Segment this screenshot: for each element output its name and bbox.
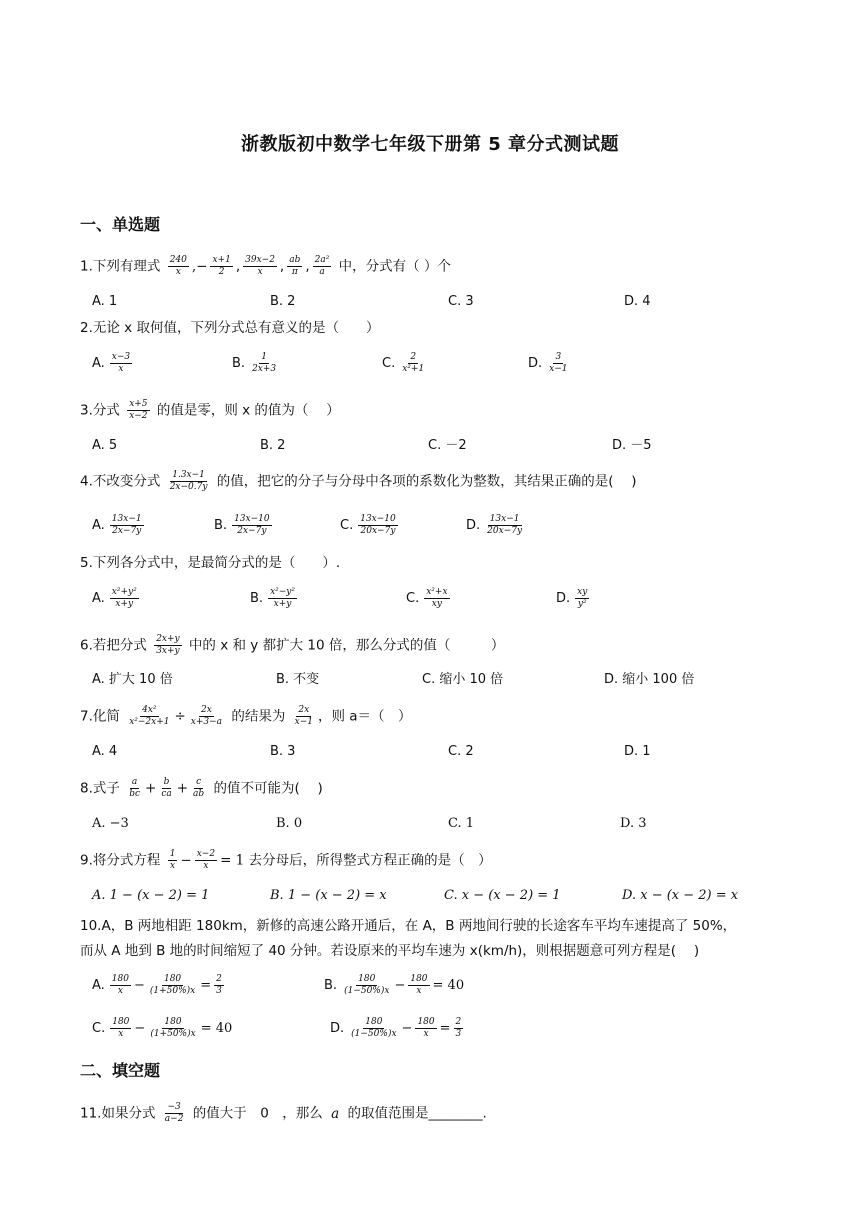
- fraction: $\frac{240}{x}$: [169, 255, 187, 277]
- fraction: $\frac{3}{x-1}$: [549, 352, 568, 374]
- fraction: $\frac{180}{(1+50\%)x}$: [149, 974, 196, 996]
- fraction: $\frac{c}{ab}$: [193, 777, 205, 799]
- option-d[interactable]: D. －5: [612, 438, 652, 453]
- section-heading-fill-in: 二、填空题: [80, 1061, 161, 1080]
- fraction: $\frac{2}{3}$: [455, 1017, 462, 1039]
- question-7: 7.化简 $\frac{\text{4x²}}{\text{x²−2x+1}}$ ÷ $\frac{2x}{x+3-a}$ 的结果为 $\frac{2x}{x-1}$ ，则 a＝（ ）: [80, 705, 412, 727]
- option-d[interactable]: D. 缩小 100 倍: [604, 672, 695, 687]
- question-6-options: [92, 669, 832, 693]
- question-4-options: [92, 514, 832, 542]
- option-c[interactable]: C. $\frac{180}{x}$ − $\frac{180}{(1+50\%)x}$ = 40: [92, 1017, 233, 1039]
- fraction: $\frac{x-2}{x}$: [196, 849, 216, 871]
- question-2-options: [92, 352, 832, 380]
- option-c[interactable]: C. 3: [448, 294, 474, 309]
- option-c[interactable]: C. x − (x − 2) = 1: [444, 888, 561, 903]
- option-d[interactable]: D. x − (x − 2) = x: [622, 888, 739, 903]
- fraction: $\frac{x-3}{x}$: [111, 352, 131, 374]
- question-10-options-row1: [92, 974, 832, 1002]
- question-5: 5.下列各分式中，是最简分式的是（ ）.: [80, 555, 341, 571]
- fraction: $\frac{180}{x}$: [112, 1017, 130, 1039]
- option-c[interactable]: C. 2: [448, 744, 474, 759]
- fraction: $\frac{\text{x²+x}}{xy}$: [426, 587, 448, 609]
- fraction: $\frac{\text{2a²}}{a}$: [314, 255, 330, 277]
- fraction: $\frac{2}{3}$: [216, 974, 222, 996]
- option-c[interactable]: C. －2: [428, 438, 467, 453]
- fraction: $\frac{39x-2}{x}$: [245, 255, 275, 277]
- option-a[interactable]: A. $\frac{\text{x²+y²}}{x+y}$: [92, 587, 137, 609]
- fraction: $\frac{180}{(1-50\%)x}$: [344, 974, 390, 996]
- question-8-options: [92, 813, 832, 837]
- fraction: $\frac{\text{x²−y²}}{x+y}$: [270, 587, 295, 609]
- question-3-options: [92, 435, 832, 459]
- fraction: $\frac{b}{ca}$: [161, 777, 172, 799]
- option-a[interactable]: A. 1 − (x − 2) = 1: [92, 888, 210, 903]
- option-c[interactable]: C. 1: [448, 816, 475, 831]
- question-1-options: [92, 291, 832, 315]
- question-10: 10.A，B 两地相距 180km，新修的高速公路开通后，在 A，B 两地间行驶的长途客车平均车速提高了 50%， 而从 A 地到 B 地的时间缩短了 40 分钟。若设原来的平均车速为 x(km/h)，则根据题意可列方程是( ): [80, 918, 737, 959]
- option-b[interactable]: B. 不变: [276, 672, 320, 687]
- option-d[interactable]: D. $\frac{xy}{\text{y²}}$: [556, 587, 588, 609]
- fraction: $\frac{a}{bc}$: [129, 777, 140, 799]
- fraction: $\frac{1}{2x+3}$: [252, 352, 277, 374]
- option-a[interactable]: A. −3: [92, 816, 129, 831]
- fraction: $\frac{xy}{\text{y²}}$: [577, 587, 588, 609]
- option-b[interactable]: B. $\frac{13x-10}{2x-7y}$: [214, 514, 270, 536]
- fraction: $\frac{1}{x}$: [169, 849, 176, 871]
- option-a[interactable]: A. $\frac{x-3}{x}$: [92, 352, 131, 374]
- question-11: 11.如果分式 $\frac{-3}{a-2}$ 的值大于 0 ，那么 a 的取值范围是________.: [80, 1102, 487, 1124]
- question-8: 8.式子 $\frac{a}{bc}$ + $\frac{b}{ca}$ + $\frac{c}{ab}$ 的值不可能为( ): [80, 777, 323, 799]
- option-a[interactable]: A. 4: [92, 744, 118, 759]
- question-3: 3.分式 $\frac{x+5}{x-2}$ 的值是零，则 x 的值为（ ）: [80, 399, 340, 421]
- fraction: $\frac{x+1}{2}$: [212, 255, 231, 277]
- fraction: $\frac{-3}{a-2}$: [164, 1102, 184, 1124]
- option-d[interactable]: D. 4: [624, 294, 651, 309]
- fraction: $\frac{2x}{x+3-a}$: [190, 705, 223, 727]
- option-a[interactable]: A. 5: [92, 438, 118, 453]
- page-title: 浙教版初中数学七年级下册第 5 章分式测试题: [240, 134, 620, 155]
- question-9: 9.将分式方程 $\frac{1}{x}$ − $\frac{x-2}{x}$ = 1 去分母后，所得整式方程正确的是（ ）: [80, 849, 492, 871]
- question-5-options: [92, 587, 832, 615]
- question-10-options-row2: [92, 1017, 832, 1045]
- option-d[interactable]: D. 3: [620, 816, 647, 831]
- fraction: $\frac{1.3x-1}{2x-0.7y}$: [169, 470, 208, 492]
- fraction: $\frac{2x}{x-1}$: [294, 705, 313, 727]
- fraction: $\frac{13x-10}{2x-7y}$: [234, 514, 270, 536]
- option-a[interactable]: A. $\frac{180}{x}$ − $\frac{180}{(1+50\%)x}$ = $\frac{2}{3}$: [92, 974, 222, 996]
- fraction: $\frac{\text{4x²}}{\text{x²−2x+1}}$: [129, 705, 170, 727]
- question-2: 2.无论 x 取何值，下列分式总有意义的是（ ）: [80, 320, 380, 336]
- fraction: $\frac{180}{(1+50\%)x}$: [150, 1017, 196, 1039]
- question-9-options: [92, 885, 832, 909]
- option-a[interactable]: A. 1: [92, 294, 118, 309]
- question-1: 1.下列有理式 $\frac{240}{x}$ ,− $\frac{x+1}{2}$ , $\frac{39x-2}{x}$ , $\frac{ab}{\pi}$ , $\frac{\text{2a²}}{a}$ 中，分式有（ ）个: [80, 255, 451, 277]
- option-b[interactable]: B. 3: [270, 744, 296, 759]
- fraction: $\frac{180}{x}$: [111, 974, 129, 996]
- option-d[interactable]: D. $\frac{180}{(1-50\%)x}$ − $\frac{180}{x}$ = $\frac{2}{3}$: [330, 1017, 462, 1039]
- section-heading-single-choice: 一、单选题: [80, 215, 161, 234]
- fraction: $\frac{x+5}{x-2}$: [129, 399, 148, 421]
- option-c[interactable]: C. $\frac{13x-10}{20x-7y}$: [340, 514, 396, 536]
- option-a[interactable]: A. 扩大 10 倍: [92, 672, 173, 687]
- option-b[interactable]: B. 2: [270, 294, 296, 309]
- fraction: $\frac{13x-1}{20x-7y}$: [487, 514, 523, 536]
- option-d[interactable]: D. 1: [624, 744, 651, 759]
- option-c[interactable]: C. 缩小 10 倍: [422, 672, 504, 687]
- question-4: 4.不改变分式 $\frac{1.3x-1}{2x-0.7y}$ 的值，把它的分子与分母中各项的系数化为整数，其结果正确的是( ): [80, 470, 637, 492]
- fraction: $\frac{180}{x}$: [410, 974, 428, 996]
- fraction: $\frac{2x+y}{3x+y}$: [156, 634, 180, 656]
- option-b[interactable]: B. 2: [260, 438, 286, 453]
- fraction: $\frac{\text{x²+y²}}{x+y}$: [111, 587, 137, 609]
- fraction: $\frac{13x-1}{2x-7y}$: [111, 514, 142, 536]
- fraction: $\frac{180}{(1-50\%)x}$: [351, 1017, 397, 1039]
- fraction: $\frac{13x-10}{20x-7y}$: [360, 514, 396, 536]
- option-c[interactable]: C. $\frac{2}{\text{x²+1}}$: [382, 352, 425, 374]
- fraction: $\frac{ab}{\pi}$: [289, 255, 301, 277]
- option-a[interactable]: A. $\frac{13x-1}{2x-7y}$: [92, 514, 142, 536]
- fraction: $\frac{180}{x}$: [417, 1017, 435, 1039]
- option-b[interactable]: B. $\frac{180}{(1-50\%)x}$ − $\frac{180}{x}$ = 40: [324, 974, 465, 996]
- option-b[interactable]: B. 1 − (x − 2) = x: [270, 888, 387, 903]
- option-d[interactable]: D. $\frac{3}{x-1}$: [528, 352, 568, 374]
- question-6: 6.若把分式 $\frac{2x+y}{3x+y}$ 中的 x 和 y 都扩大 10 倍，那么分式的值（ ）: [80, 634, 505, 656]
- option-c[interactable]: C. $\frac{\text{x²+x}}{xy}$: [406, 587, 448, 609]
- option-b[interactable]: B. 0: [276, 816, 303, 831]
- option-b[interactable]: B. $\frac{\text{x²−y²}}{x+y}$: [250, 587, 295, 609]
- option-b[interactable]: B. $\frac{1}{2x+3}$: [232, 352, 277, 374]
- question-7-options: [92, 741, 832, 765]
- fraction: $\frac{2}{\text{x²+1}}$: [402, 352, 425, 374]
- option-d[interactable]: D. $\frac{13x-1}{20x-7y}$: [466, 514, 523, 536]
